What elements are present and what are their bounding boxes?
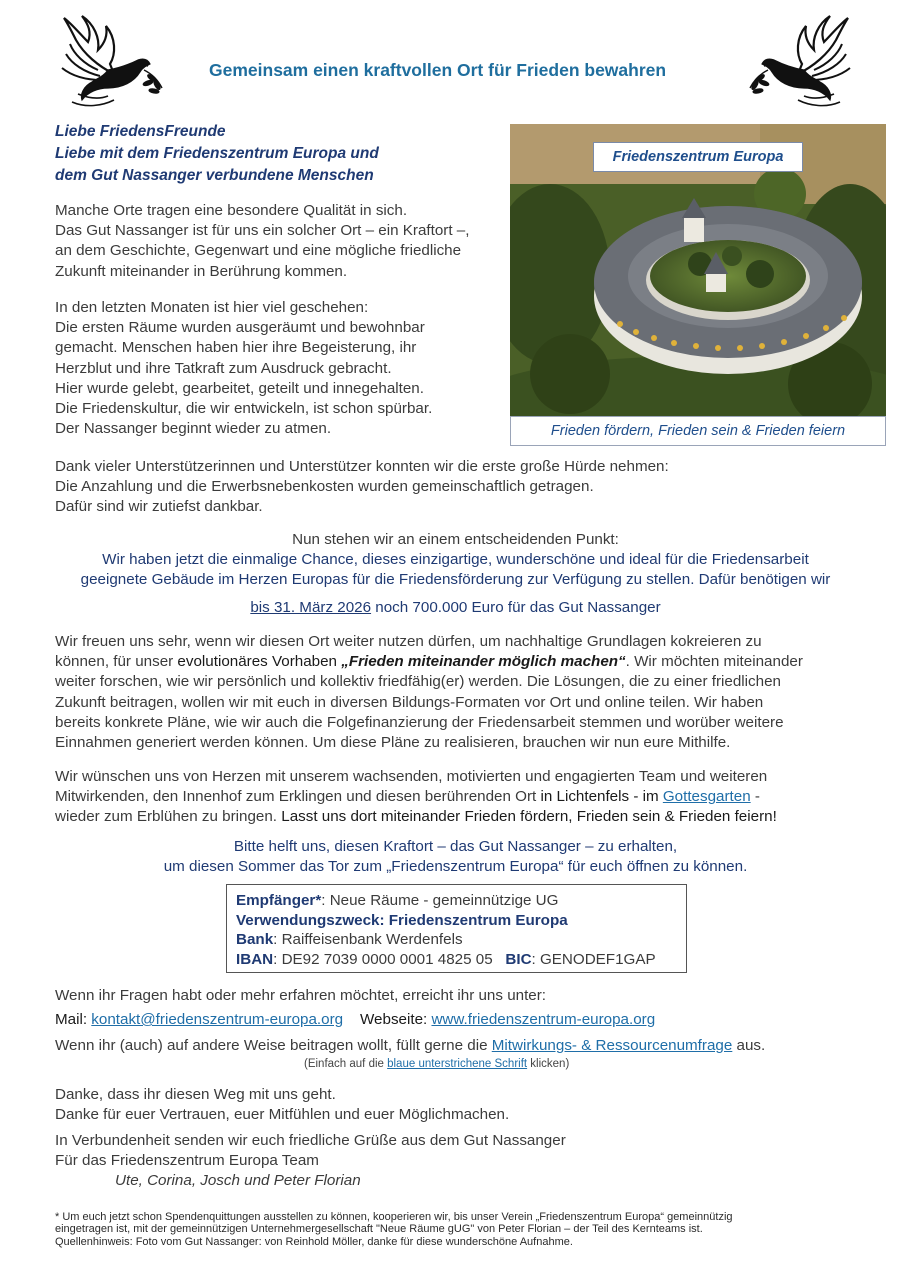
recent-paragraph: [55, 298, 432, 439]
recipient-row: [236, 891, 677, 911]
photo-label: Friedenszentrum Europa: [593, 142, 803, 172]
appeal-intro: Nun stehen wir an einem entscheidenden Punkt:: [292, 531, 619, 548]
footnote: [55, 1211, 733, 1248]
text-run: „Frieden miteinander möglich machen“: [341, 653, 626, 671]
photo-caption: Frieden fördern, Frieden sein & Frieden feiern: [510, 416, 886, 446]
text-run: wieder zum Erblühen zu bringen.: [55, 808, 282, 826]
greeting: [55, 121, 379, 187]
text-line: bereits konkrete Pläne, wie wir auch die Folgefinanzierung der Friedensarbeit stemmen und worüber weitere: [55, 713, 784, 731]
appeal-line: Wir haben jetzt die einmalige Chance, dieses einzigartige, wunderschöne und ideal für die Friedensarbeit: [102, 551, 809, 568]
signature-names: Ute, Corina, Josch und Peter Florian: [115, 1172, 361, 1190]
survey-link[interactable]: Mitwirkungs- & Ressourcenumfrage: [491, 1037, 733, 1054]
recipient-label: Empfänger*: [236, 892, 322, 909]
purpose-value: : Friedenszentrum Europa: [379, 911, 568, 929]
signoff: [55, 1131, 566, 1192]
contact-links: [55, 1010, 655, 1030]
contact-survey: [55, 1036, 765, 1056]
text-line: Der Nassanger beginnt wieder zu atmen.: [55, 420, 332, 438]
text-run: -: [750, 788, 760, 806]
text-line: [55, 787, 777, 807]
appeal-amount: [0, 598, 911, 618]
appeal-line: geeignete Gebäude im Herzen Europas für die Friedensförderung zur Verfügung zu stellen. Dafür benötigen wir: [80, 571, 831, 588]
text-line: Hier wurde gelebt, gearbeitet, geteilt und innegehalten.: [55, 379, 424, 397]
text-line: Dank vieler Unterstützerinnen und Unterstützer konnten wir die erste große Hürde nehmen:: [55, 458, 669, 475]
text-run: Mitwirkenden, den Innenhof zum Erklingen und diesen berührenden Ort: [55, 788, 541, 806]
closing: [55, 1085, 509, 1125]
text-run: in Lichtenfels - im: [540, 788, 663, 806]
text-line: Einnahmen generiert werden können. Um diese Pläne zu realisieren, brauchen wir nun eure Mithilfe.: [55, 734, 731, 752]
text-run: aus.: [732, 1037, 766, 1054]
plans-paragraph: [55, 632, 803, 753]
text-line: Das Gut Nassanger ist für uns ein solcher Ort – ein Kraftort –,: [55, 222, 470, 240]
purpose-label: Verwendungszweck: [236, 911, 380, 929]
text-line: Für das Friedenszentrum Europa Team: [55, 1152, 319, 1170]
text-line: [55, 652, 803, 672]
purpose-row: [236, 911, 677, 931]
intro-paragraph: [55, 201, 469, 282]
text-line: Danke für euer Vertrauen, euer Mitfühlen und euer Möglichmachen.: [55, 1106, 510, 1124]
text-line: Manche Orte tragen eine besondere Qualität in sich.: [55, 202, 408, 219]
wishes-paragraph: [55, 767, 777, 828]
help-line: um diesen Sommer das Tor zum „Friedenszentrum Europa“ für euch öffnen zu können.: [163, 858, 748, 875]
bic-label: BIC: [505, 950, 532, 968]
web-label: Webseite:: [359, 1011, 432, 1028]
gottesgarten-link[interactable]: Gottesgarten: [662, 788, 751, 806]
text-line: Herzblut und ihre Tatkraft zum Ausdruck gebracht.: [55, 359, 392, 377]
text-run: . Wir möchten miteinander: [625, 653, 803, 671]
text-line: gemacht. Menschen haben hier ihre Begeisterung, ihr: [55, 339, 417, 357]
text-line: [55, 807, 777, 827]
footnote-line: eingetragen ist, mit der gemeinnützigen Unternehmergesellschaft "Neue Räume gUG" von Peter Florian – der Teil des Kernteams ist.: [55, 1223, 703, 1236]
bank-value: : Raiffeisenbank Werdenfels: [273, 931, 463, 949]
iban-value: : DE92 7039 0000 0001 4825 05: [273, 950, 493, 968]
dove-icon-left: [58, 14, 170, 110]
mail-link[interactable]: kontakt@friedenszentrum-europa.org: [91, 1011, 344, 1028]
text-line: In den letzten Monaten ist hier viel geschehen:: [55, 299, 369, 316]
thanks-paragraph: [55, 457, 669, 518]
help-line: Bitte helft uns, diesen Kraftort – das Gut Nassanger – zu erhalten,: [233, 838, 678, 855]
text-run: klicken): [527, 1058, 570, 1070]
text-line: Zukunft miteinander in Berührung kommen.: [55, 262, 348, 280]
text-line: an dem Geschichte, Gegenwart und eine mögliche friedliche: [55, 242, 462, 260]
greeting-line: Liebe mit dem Friedenszentrum Europa und: [55, 145, 379, 162]
text-run: Lasst uns dort miteinander Frieden fördern, Frieden sein & Frieden feiern!: [281, 808, 777, 826]
contact-questions: Wenn ihr Fragen habt oder mehr erfahren möchtet, erreicht ihr uns unter:: [55, 987, 547, 1004]
greeting-line: dem Gut Nassanger verbundene Menschen: [55, 167, 374, 184]
text-line: Wir freuen uns sehr, wenn wir diesen Ort weiter nutzen dürfen, um nachhaltige Grundlagen kokreieren zu: [55, 633, 762, 650]
dove-icon-right: [742, 14, 854, 110]
bank-row: [236, 930, 677, 950]
text-line: Die Friedenskultur, die wir entwickeln, ist schon spürbar.: [55, 400, 433, 418]
text-run: Wenn ihr (auch) auf andere Weise beitragen wollt, füllt gerne die: [55, 1037, 492, 1054]
text-line: In Verbundenheit senden wir euch friedliche Grüße aus dem Gut Nassanger: [55, 1132, 566, 1149]
link-hint: [304, 1058, 569, 1070]
text-line: Danke, dass ihr diesen Weg mit uns geht.: [55, 1086, 336, 1103]
text-line: Zukunft beitragen, wollen wir mit euch in diversen Bildungs-Formaten vor Ort und online teilen. Wir haben: [55, 693, 764, 711]
text-run: können, für unser: [55, 653, 178, 671]
iban-label: IBAN: [236, 950, 274, 968]
mail-label: Mail:: [55, 1011, 92, 1028]
iban-row: [236, 950, 677, 970]
footnote-line: Quellenhinweis: Foto vom Gut Nassanger: von Reinhold Möller, danke für diese wunderschöne Aufnahme.: [55, 1235, 573, 1248]
page-title: Gemeinsam einen kraftvollen Ort für Frieden bewahren: [209, 60, 667, 80]
text-line: Wir wünschen uns von Herzen mit unserem wachsenden, motivierten und engagierten Team und weiteren: [55, 768, 768, 785]
text-line: Dafür sind wir zutiefst dankbar.: [55, 498, 263, 516]
recipient-value: : Neue Räume - gemeinnützige UG: [321, 892, 559, 909]
text-line: Die ersten Räume wurden ausgeräumt und bewohnbar: [55, 319, 425, 337]
bank-label: Bank: [236, 931, 274, 949]
footnote-line: * Um euch jetzt schon Spendenquittungen ausstellen zu können, kooperieren wir, bis unser Verein „Friedenszentrum Europa“ gemeinnützig: [55, 1211, 733, 1223]
text-line: weiter forschen, wie wir persönlich und kollektiv friedfähig(er) werden. Die Lösungen, die zu einer friedlichen: [55, 673, 781, 691]
website-link[interactable]: www.friedenszentrum-europa.org: [431, 1011, 656, 1028]
greeting-line: Liebe FriedensFreunde: [55, 123, 226, 140]
text-run: (Einfach auf die: [304, 1058, 388, 1070]
text-run: evolutionäres Vorhaben: [177, 653, 342, 671]
text-line: Die Anzahlung und die Erwerbsnebenkosten wurden gemeinschaftlich getragen.: [55, 478, 594, 496]
bic-value: : GENODEF1GAP: [531, 950, 656, 968]
bank-details-box: [226, 884, 687, 973]
amount: noch 700.000 Euro für das Gut Nassanger: [371, 599, 661, 616]
deadline: bis 31. März 2026: [250, 599, 372, 616]
hint-link[interactable]: blaue unterstrichene Schrift: [387, 1058, 528, 1070]
